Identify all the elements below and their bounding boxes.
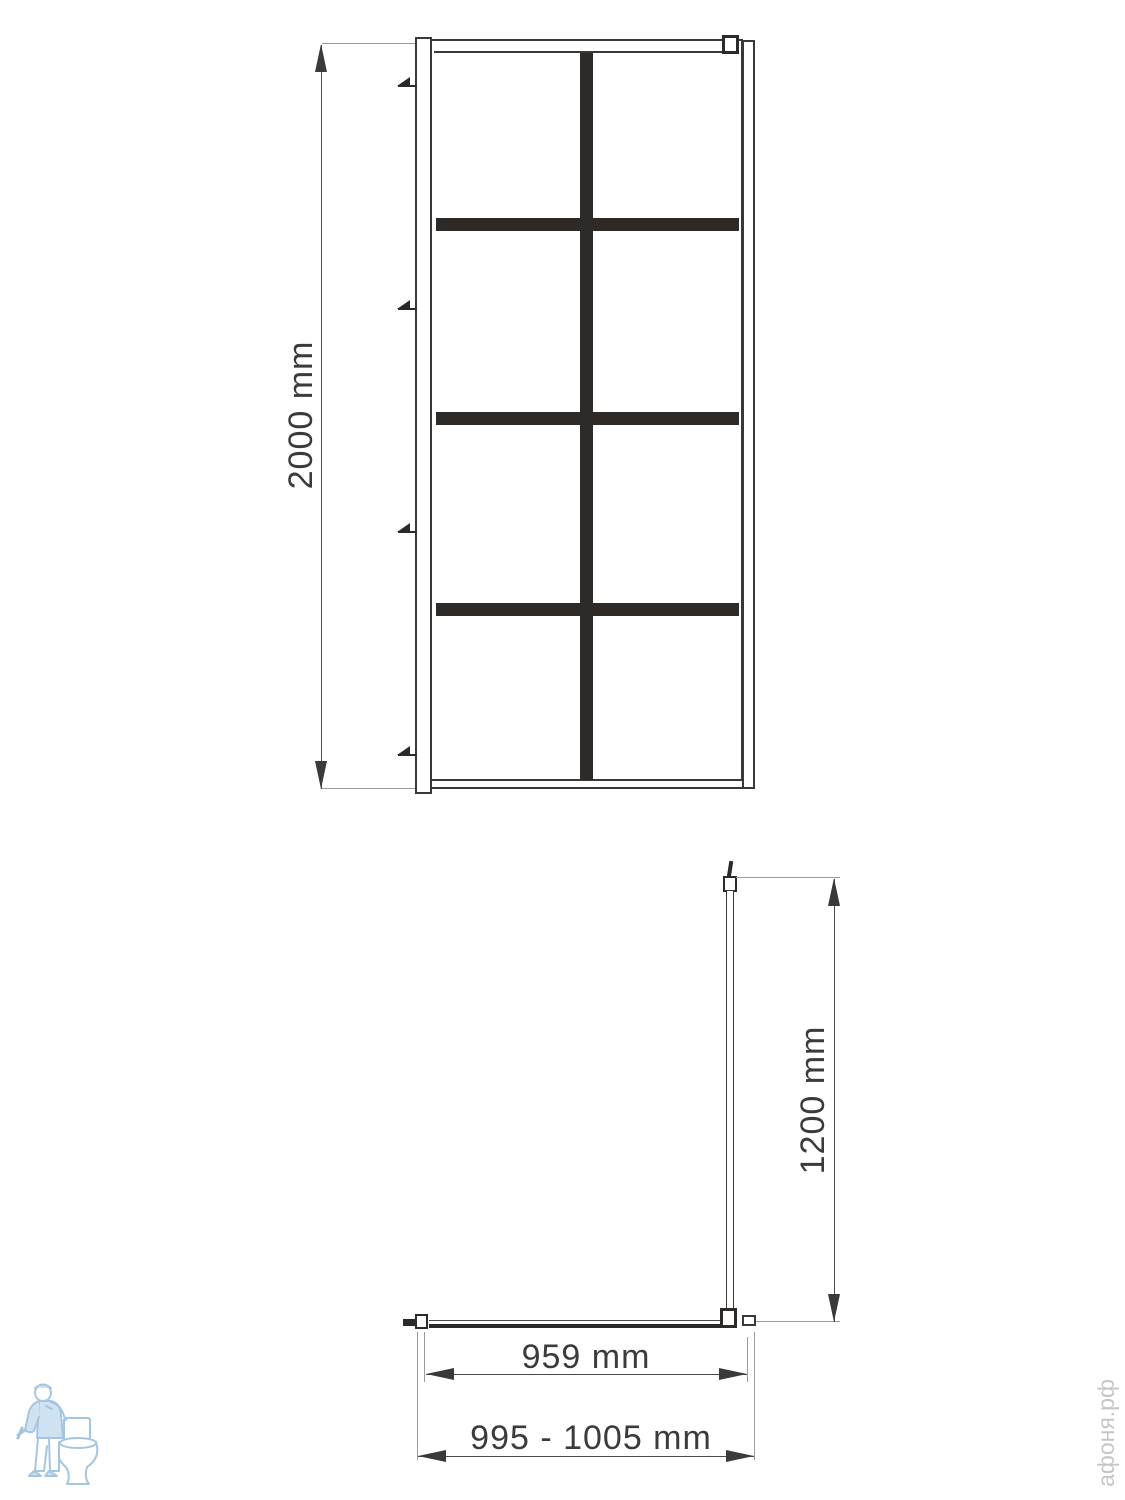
arrow-down-icon bbox=[828, 1294, 840, 1322]
wall-anchor-profile bbox=[415, 1314, 428, 1329]
wall-bracket-icon bbox=[396, 744, 418, 758]
arrow-down-icon bbox=[315, 761, 327, 789]
glass-panel-plan bbox=[429, 1320, 722, 1328]
wall-bracket-icon bbox=[396, 298, 418, 312]
horizontal-mullion bbox=[436, 218, 739, 231]
horizontal-mullion bbox=[436, 412, 739, 425]
site-watermark: афоня.рф bbox=[1093, 1379, 1119, 1487]
height-dimension-label: 2000 mm bbox=[282, 340, 320, 490]
wall-bracket-icon bbox=[396, 521, 418, 535]
height-dim-extension-top bbox=[322, 43, 428, 44]
depth-dimension-label: 1200 mm bbox=[794, 1025, 832, 1175]
support-bar-connector bbox=[722, 35, 739, 54]
arrow-up-icon bbox=[828, 878, 840, 906]
support-bar-glass-clamp bbox=[720, 1308, 737, 1328]
depth-dimension-line bbox=[834, 879, 835, 1322]
arrow-up-icon bbox=[315, 44, 327, 72]
panel-bottom-frame-line bbox=[432, 787, 755, 789]
depth-dim-extension-top bbox=[736, 877, 840, 878]
plumber-toilet-logo bbox=[8, 1376, 116, 1494]
horizontal-mullion bbox=[436, 603, 739, 616]
glass-width-dimension-label: 959 mm bbox=[521, 1338, 651, 1376]
width-dim-extension bbox=[747, 1337, 748, 1382]
panel-end-cap bbox=[742, 1315, 756, 1326]
arrow-right-icon bbox=[719, 1368, 747, 1380]
overall-width-dimension-label: 995 - 1005 mm bbox=[470, 1419, 712, 1457]
arrow-left-icon bbox=[426, 1368, 454, 1380]
width-dim-extension bbox=[424, 1332, 425, 1382]
width-dim-extension bbox=[417, 1332, 418, 1460]
right-edge-profile bbox=[742, 40, 755, 789]
height-dimension-line bbox=[321, 45, 322, 789]
wall-bracket-icon bbox=[396, 75, 418, 89]
height-dim-extension-bottom bbox=[322, 788, 416, 789]
support-bar bbox=[726, 890, 734, 1312]
width-dim-extension bbox=[754, 1332, 755, 1460]
